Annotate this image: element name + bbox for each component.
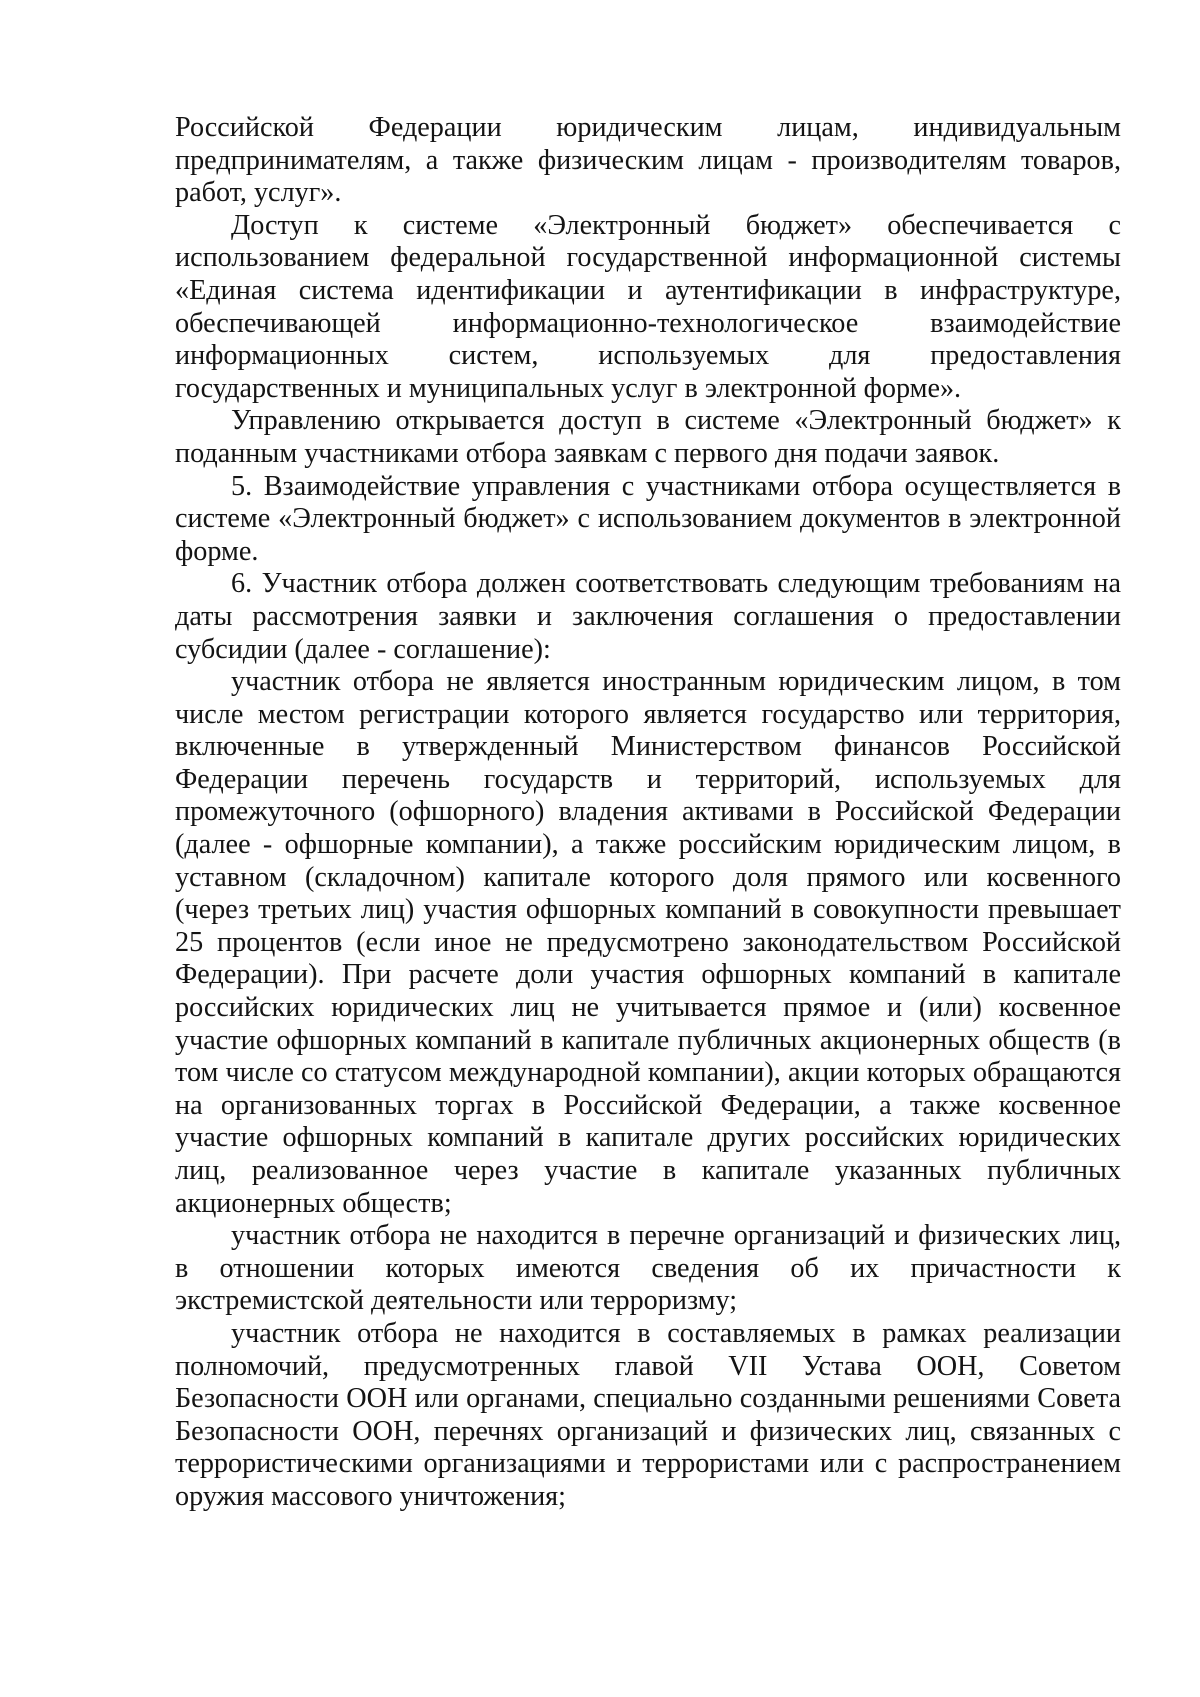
paragraph-continuation: Российской Федерации юридическим лицам, индивидуальным предпринимателям, а также физическим лицам - производителям товаров, работ, услуг». — [175, 112, 1121, 209]
paragraph-requirement-offshore: участник отбора не является иностранным юридическим лицом, в том числе местом регистрации которого является государство или территория, включенные в утвержденный Министерством финансов Российской Федерации перечень государств и территорий, используемых для промежуточного (офшорного) владения активами в Российской Федерации (далее - офшорные компании), а также российским юридическим лицом, в уставном (складочном) капитале которого доля прямого или косвенного (через третьих лиц) участия офшорных компаний в совокупности превышает 25 процентов (если иное не предусмотрено законодательством Российской Федерации). При расчете доли участия офшорных компаний в капитале российских юридических лиц не учитывается прямое и (или) косвенное участие офшорных компаний в капитале публичных акционерных обществ (в том числе со статусом международной компании), акции которых обращаются на организованных торгах в Российской Федерации, а также косвенное участие офшорных компаний в капитале других российских юридических лиц, реализованное через участие в капитале указанных публичных акционерных обществ; — [175, 666, 1121, 1219]
paragraph-access-opened: Управлению открывается доступ в системе «Электронный бюджет» к поданным участниками отбора заявкам с первого дня подачи заявок. — [175, 405, 1121, 469]
document-page — [175, 112, 1121, 1514]
paragraph-access-system: Доступ к системе «Электронный бюджет» обеспечивается с использованием федеральной государственной информационной системы «Единая система идентификации и аутентификации в инфраструктуре, обеспечивающей информационно-технологическое взаимодействие информационных систем, используемых для предоставления государственных и муниципальных услуг в электронной форме». — [175, 209, 1121, 404]
paragraph-requirement-extremism: участник отбора не находится в перечне организаций и физических лиц, в отношении которых имеются сведения об их причастности к экстремистской деятельности или терроризму; — [175, 1220, 1121, 1317]
paragraph-item-5: 5. Взаимодействие управления с участниками отбора осуществляется в системе «Электронный бюджет» с использованием документов в электронной форме. — [175, 470, 1121, 567]
paragraph-item-6: 6. Участник отбора должен соответствовать следующим требованиям на даты рассмотрения заявки и заключения соглашения о предоставлении субсидии (далее - соглашение): — [175, 568, 1121, 665]
paragraph-requirement-un-lists: участник отбора не находится в составляемых в рамках реализации полномочий, предусмотренных главой VII Устава ООН, Советом Безопасности ООН или органами, специально созданными решениями Совета Безопасности ООН, перечнях организаций и физических лиц, связанных с террористическими организациями и террористами или с распространением оружия массового уничтожения; — [175, 1317, 1121, 1512]
